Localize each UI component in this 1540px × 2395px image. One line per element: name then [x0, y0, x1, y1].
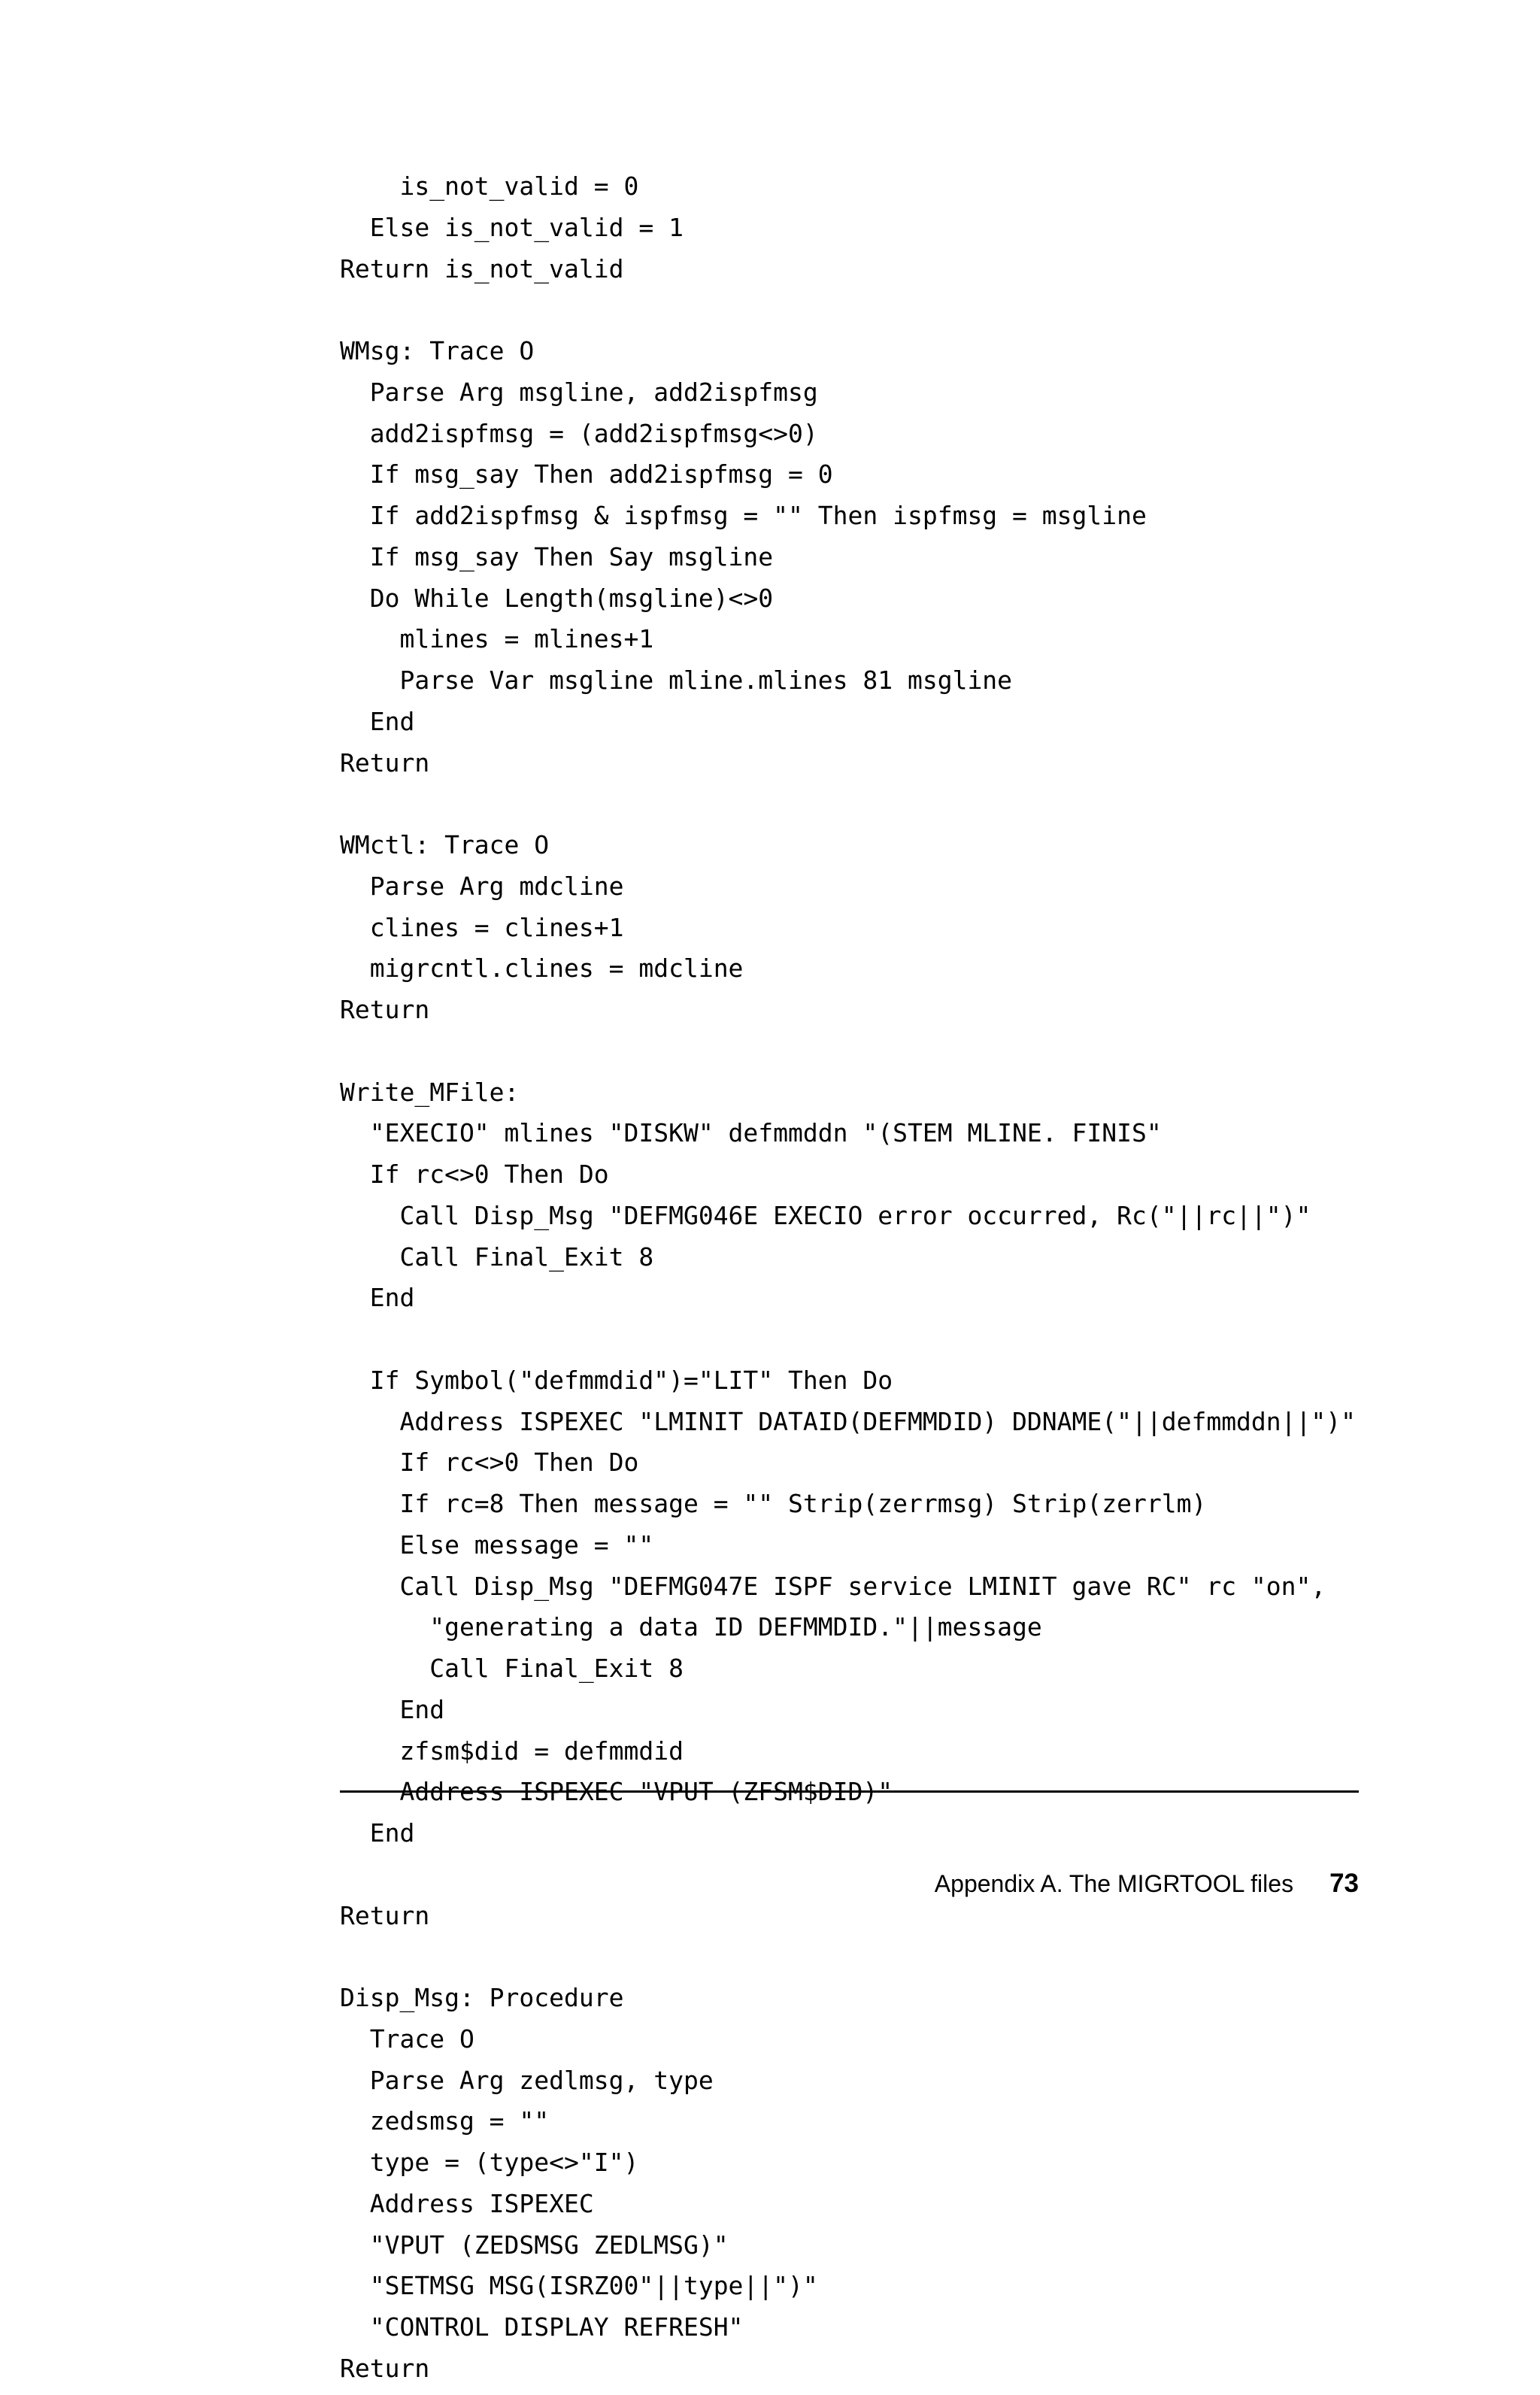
code-line: Call Disp_Msg "DEFMG046E EXECIO error occurred, Rc("||rc||")" [340, 1200, 1311, 1230]
code-line: If msg_say Then add2ispfmsg = 0 [340, 459, 833, 490]
code-line: Address ISPEXEC "VPUT (ZFSM$DID)" [340, 1777, 893, 1807]
code-line: Disp_Msg: Procedure [340, 1983, 624, 2012]
code-line: Call Final_Exit 8 [340, 1241, 654, 1272]
code-line: Call Final_Exit 8 [340, 1654, 684, 1683]
code-line [340, 1036, 1363, 1066]
code-line: If rc=8 Then message = "" Strip(zerrmsg) Strip(zerrlm) [340, 1489, 1207, 1518]
code-line: Return [340, 2353, 430, 2383]
code-line: Parse Arg zedlmsg, type [340, 2065, 714, 2095]
code-line: Return [340, 747, 430, 778]
page-number: 73 [1329, 1869, 1359, 1898]
code-line: zfsm$did = defmmdid [340, 1736, 684, 1766]
code-line: If add2ispfmsg & ispfmsg = "" Then ispfmsg = msgline [340, 501, 1147, 530]
code-line: Address ISPEXEC "LMINIT DATAID(DEFMMDID) DDNAME("||defmmddn||")" [340, 1406, 1357, 1436]
code-line: Return is_not_valid [340, 253, 624, 283]
code-line [340, 1942, 1363, 1972]
code-line: type = (type<>"I") [340, 2148, 639, 2177]
code-line: "CONTROL DISPLAY REFRESH" [340, 2312, 744, 2342]
code-line [340, 1324, 1363, 1354]
code-line: clines = clines+1 [340, 912, 624, 942]
code-line: Parse Arg msgline, add2ispfmsg [340, 377, 818, 407]
code-line: Return [340, 995, 430, 1024]
code-line: "SETMSG MSG(ISRZ00"||type||")" [340, 2271, 818, 2301]
code-line: Parse Var msgline mline.mlines 81 msgline [340, 665, 1013, 695]
code-line: Call Disp_Msg "DEFMG047E ISPF service LMINIT gave RC" rc "on", [340, 1571, 1326, 1601]
code-line: Parse Arg mdcline [340, 871, 624, 901]
code-line: End [340, 1283, 415, 1313]
code-line: add2ispfmsg = (add2ispfmsg<>0) [340, 418, 818, 448]
code-line: is_not_valid = 0 [340, 171, 639, 201]
code-line: Do While Length(msgline)<>0 [340, 583, 774, 613]
code-line: Return [340, 1900, 430, 1930]
code-line: If Symbol("defmmdid")="LIT" Then Do [340, 1365, 893, 1395]
code-line: migrcntl.clines = mdcline [340, 953, 744, 984]
code-line: End [340, 1694, 445, 1724]
footer-section-title: Appendix A. The MIGRTOOL files [934, 1870, 1294, 1897]
code-listing [340, 171, 1363, 2395]
code-line: If msg_say Then Say msgline [340, 541, 774, 571]
code-line: Trace O [340, 2024, 474, 2054]
code-line: "generating a data ID DEFMMDID."||message [340, 1612, 1042, 1642]
code-line: End [340, 706, 415, 736]
code-bottom-rule [340, 1790, 1359, 1793]
code-line: zedsmsg = "" [340, 2106, 550, 2136]
code-line: Write_MFile: [340, 1077, 520, 1107]
code-line: Else is_not_valid = 1 [340, 212, 684, 242]
code-line [340, 789, 1363, 819]
code-line: If rc<>0 Then Do [340, 1160, 609, 1189]
code-line [340, 295, 1363, 325]
code-line: mlines = mlines+1 [340, 624, 654, 654]
code-line: End [340, 1818, 415, 1848]
code-line: If rc<>0 Then Do [340, 1448, 639, 1478]
code-line: WMsg: Trace O [340, 336, 535, 365]
code-line: Else message = "" [340, 1529, 654, 1560]
code-line: "EXECIO" mlines "DISKW" defmmddn "(STEM MLINE. FINIS" [340, 1118, 1162, 1148]
code-line: WMctl: Trace O [340, 830, 550, 859]
page-footer [935, 1869, 1359, 1899]
code-line: "VPUT (ZEDSMSG ZEDLMSG)" [340, 2230, 729, 2260]
code-line: Address ISPEXEC [340, 2188, 594, 2218]
